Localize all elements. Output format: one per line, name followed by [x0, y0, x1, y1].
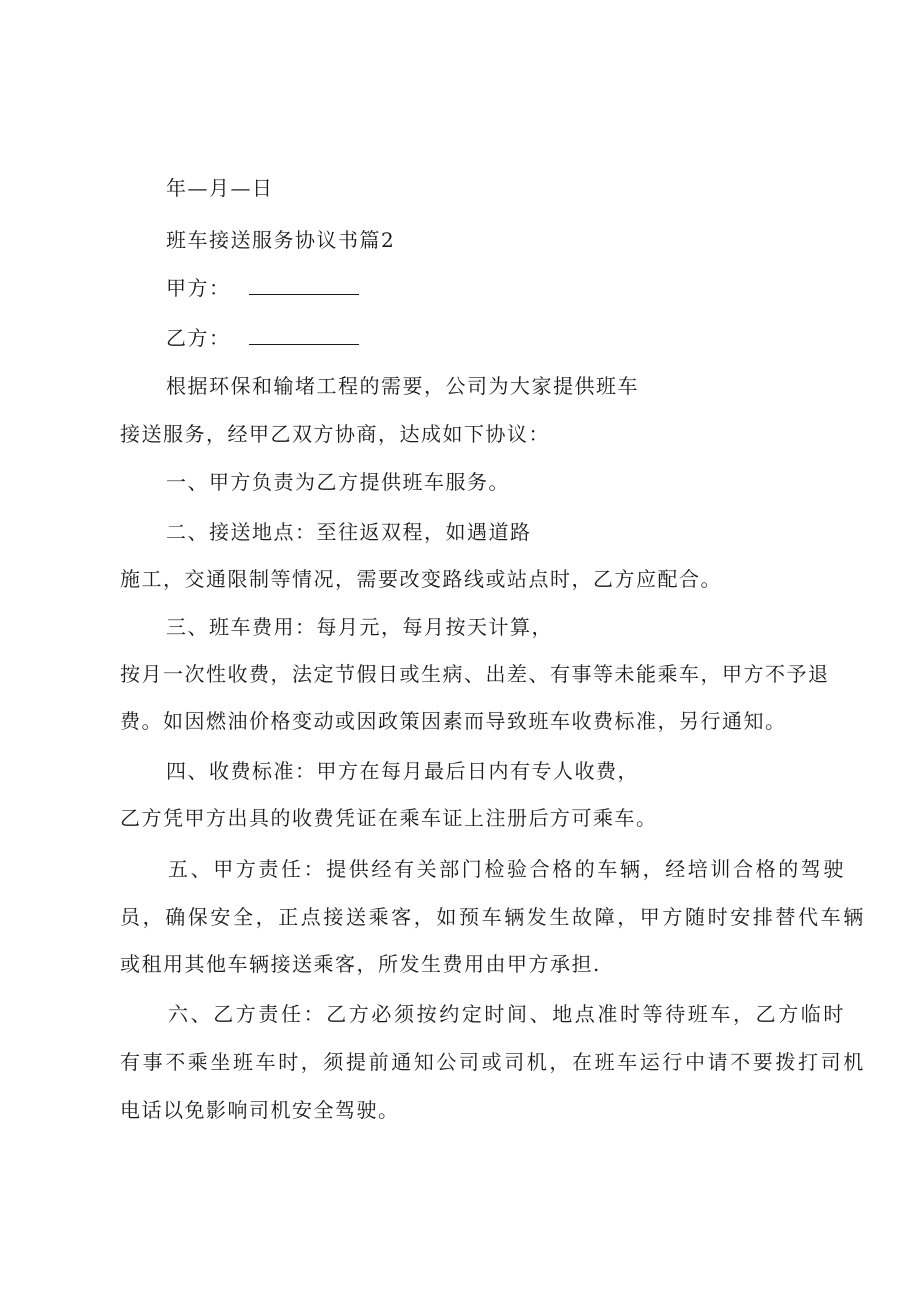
clause-6-line: 电话以免影响司机安全驾驶。	[120, 1098, 400, 1122]
document-title: 班车接送服务协议书篇2	[166, 228, 396, 252]
clause-5-line: 五、甲方责任：提供经有关部门检验合格的车辆，经培训合格的驾驶	[168, 857, 846, 881]
clause-5-line: 员，确保安全，正点接送乘客，如预车辆发生故障，甲方随时安排替代车辆	[120, 905, 866, 929]
date-line: 年—月—日	[166, 176, 274, 200]
clause-2-line: 二、接送地点：至往返双程，如遇道路	[166, 520, 532, 544]
clause-6-line: 六、乙方责任：乙方必须按约定时间、地点准时等待班车，乙方临时	[168, 1002, 846, 1026]
clause-2-line: 施工，交通限制等情况，需要改变路线或站点时，乙方应配合。	[120, 567, 722, 591]
clause-3-line: 按月一次性收费，法定节假日或生病、出差、有事等未能乘车，甲方不予退	[120, 662, 830, 686]
intro-line: 根据环保和输堵工程的需要，公司为大家提供班车	[166, 374, 639, 398]
party-a-blank	[249, 276, 359, 295]
clause-3-line: 费。如因燃油价格变动或因政策因素而导致班车收费标准，另行通知。	[120, 709, 787, 733]
intro-line: 接送服务，经甲乙双方协商，达成如下协议：	[120, 422, 550, 446]
party-b-line	[166, 324, 359, 352]
clause-4-line: 四、收费标准：甲方在每月最后日内有专人收费，	[166, 759, 639, 783]
party-a-label: 甲方：	[166, 276, 231, 300]
clause-1-line: 一、甲方负责为乙方提供班车服务。	[166, 470, 510, 494]
clause-4-line: 乙方凭甲方出具的收费凭证在乘车证上注册后方可乘车。	[120, 806, 658, 830]
party-b-blank	[249, 326, 359, 345]
clause-5-line: 或租用其他车辆接送乘客，所发生费用由甲方承担.	[120, 952, 601, 976]
party-b-label: 乙方：	[166, 326, 231, 350]
party-a-line	[166, 274, 359, 302]
clause-6-line: 有事不乘坐班车时，须提前通知公司或司机，在班车运行中请不要拨打司机	[120, 1050, 866, 1074]
clause-3-line: 三、班车费用：每月元，每月按天计算，	[166, 615, 553, 639]
